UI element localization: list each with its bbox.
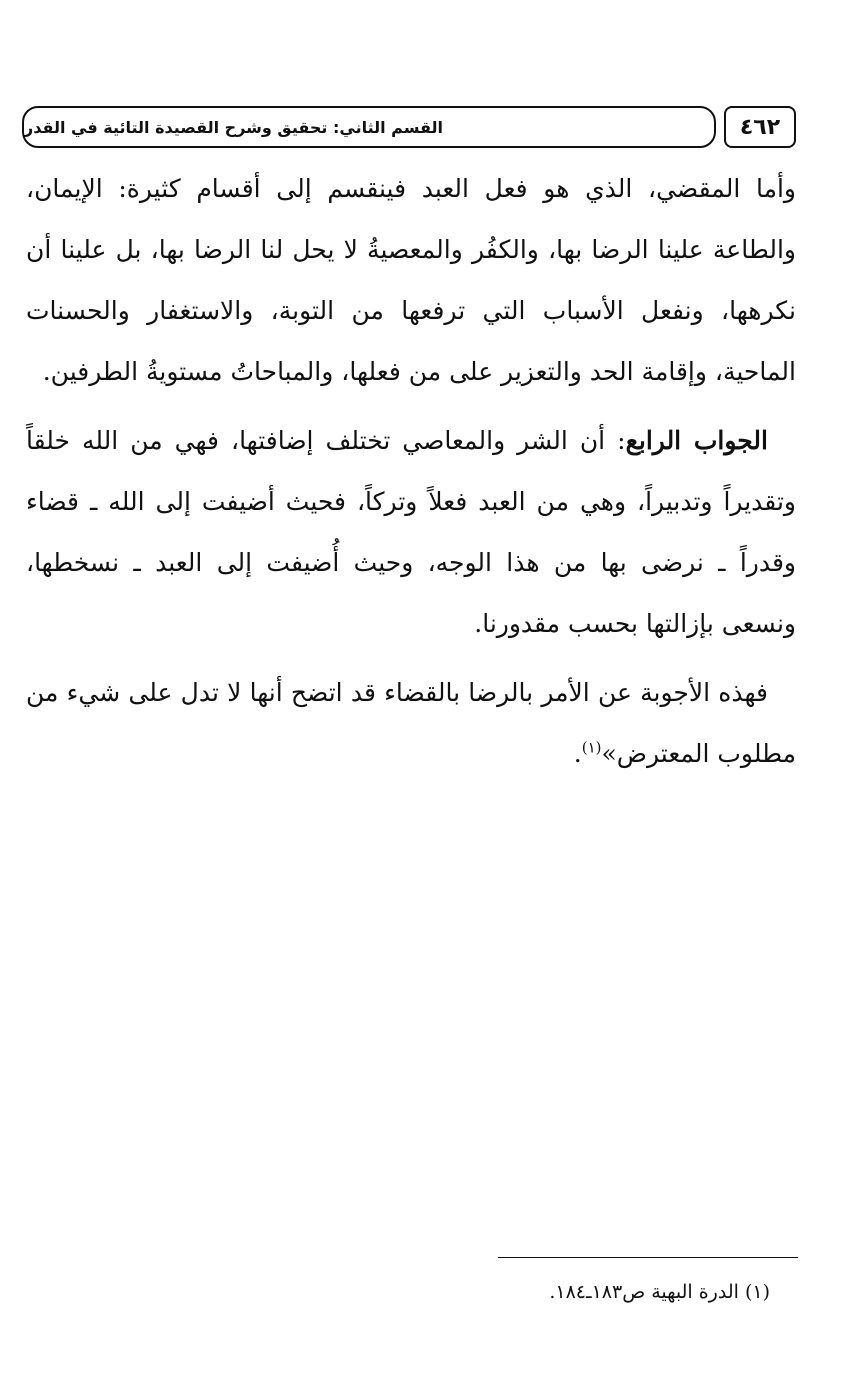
- page-number: ٤٦٢: [724, 106, 796, 148]
- paragraph-1: وأما المقضي، الذي هو فعل العبد فينقسم إلى أقسام كثيرة: الإيمان، والطاعة علينا الرضا بها، والكفُر والمعصيةُ لا يحل لنا الرضا بها، بل علينا أن نكرهها، ونفعل الأسباب التي ترفعها من التوبة، والاستغفار والحسنات الماحية، وإقامة الحد والتعزير على من فعلها، والمباحاتُ مستويةُ الطرفين.: [26, 174, 796, 386]
- running-title: القسم الثاني: تحقيق وشرح القصيدة التائية في القدر: [22, 106, 716, 148]
- footnote: (١) الدرة البهية ص١٨٣ـ١٨٤.: [549, 1281, 770, 1303]
- paragraph-2-lead: الجواب الرابع: [625, 426, 768, 455]
- paragraph-3: [26, 662, 796, 784]
- paragraph-3-text: فهذه الأجوبة عن الأمر بالرضا بالقضاء قد اتضح أنها لا تدل على شيء من مطلوب المعترض»: [26, 678, 796, 768]
- paragraph-2: [26, 410, 796, 654]
- paragraph-2-text: : أن الشر والمعاصي تختلف إضافتها، فهي من الله خلقاً وتقديراً وتدبيراً، وهي من العبد فعلاً وتركاً، فحيث أضيفت إلى الله ـ قضاء وقدراً ـ نرضى بها من هذا الوجه، وحيث أُضيفت إلى العبد ـ نسخطها، ونسعى بإزالتها بحسب مقدورنا.: [26, 426, 796, 638]
- footnote-separator: [498, 1257, 798, 1258]
- footnote-reference: (١): [581, 738, 602, 757]
- main-text: [26, 158, 796, 784]
- page-header: [22, 106, 796, 152]
- paragraph-3-end: .: [573, 739, 582, 768]
